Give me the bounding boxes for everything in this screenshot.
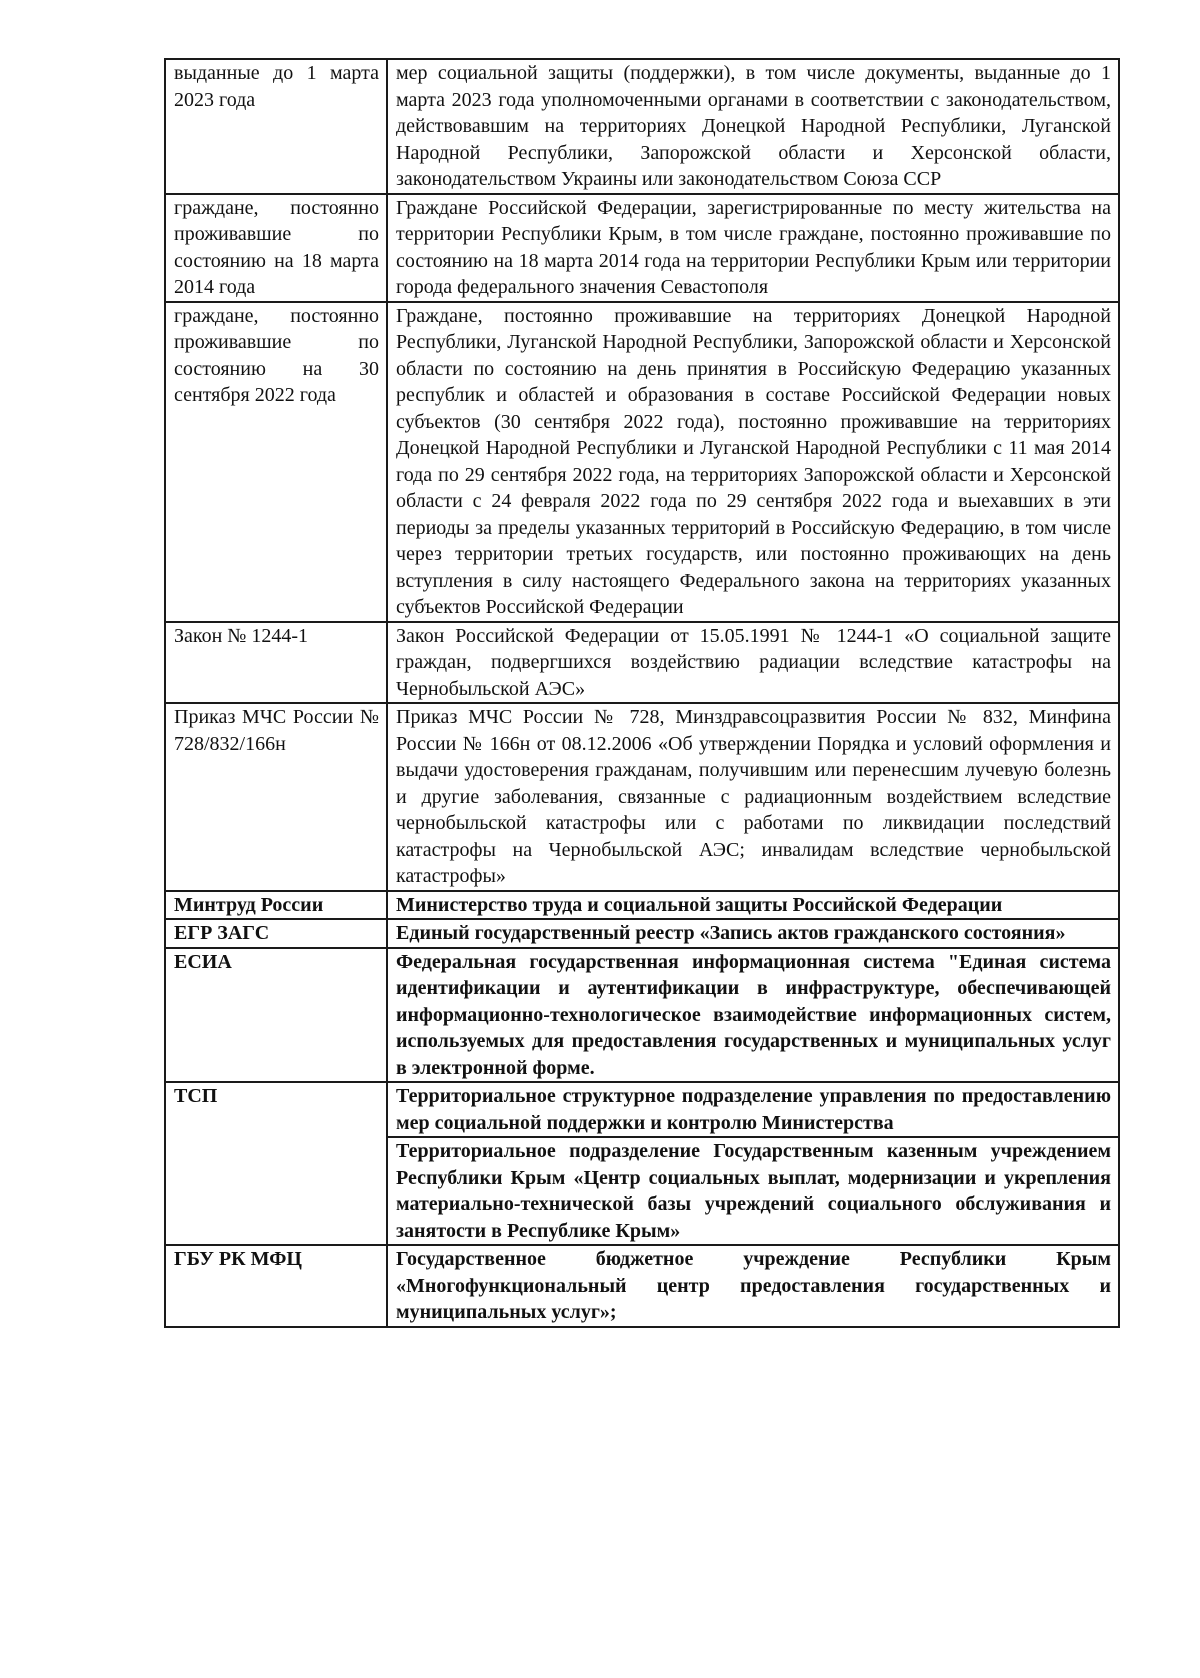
term-cell: ТСП xyxy=(165,1082,387,1245)
term-cell: выданные до 1 марта 2023 года xyxy=(165,59,387,194)
term-cell: Закон № 1244-1 xyxy=(165,622,387,704)
definition-cell: Закон Российской Федерации от 15.05.1991 № 1244-1 «О социальной защите граждан, подвергшихся воздействию радиации вследствие катастрофы на Чернобыльской АЭС» xyxy=(387,622,1119,704)
table-row xyxy=(165,1245,1119,1327)
table-row xyxy=(165,194,1119,302)
term-cell: Минтруд России xyxy=(165,891,387,920)
abbreviations-table xyxy=(164,58,1120,1328)
table-row xyxy=(165,948,1119,1083)
definition-cell: Территориальное подразделение Государственным казенным учреждением Республики Крым «Центр социальных выплат, модернизации и укрепления материально-технической базы учреждений социального обслуживания и занятости в Республике Крым» xyxy=(387,1137,1119,1245)
term-cell: граждане, постоянно проживавшие по состоянию на 30 сентября 2022 года xyxy=(165,302,387,622)
definition-cell: Приказ МЧС России № 728, Минздравсоцразвития России № 832, Минфина России № 166н от 08.12.2006 «Об утверждении Порядка и условий оформления и выдачи удостоверения гражданам, получившим или перенесшим лучевую болезнь и другие заболевания, связанные с радиационным воздействием вследствие чернобыльской катастрофы или с работами по ликвидации последствий катастрофы на Чернобыльской АЭС; инвалидам вследствие чернобыльской катастрофы» xyxy=(387,703,1119,891)
definition-cell: Граждане Российской Федерации, зарегистрированные по месту жительства на территории Республики Крым, в том числе граждане, постоянно проживавшие по состоянию на 18 марта 2014 года на территории Республики Крым или территории города федерального значения Севастополя xyxy=(387,194,1119,302)
term-cell: ГБУ РК МФЦ xyxy=(165,1245,387,1327)
definition-cell: Федеральная государственная информационная система "Единая система идентификации и аутентификации в инфраструктуре, обеспечивающей информационно-технологическое взаимодействие информационных систем, используемых для предоставления государственных и муниципальных услуг в электронной форме. xyxy=(387,948,1119,1083)
definition-cell: Граждане, постоянно проживавшие на территориях Донецкой Народной Республики, Луганской Народной Республики, Запорожской области и Херсонской области по состоянию на день принятия в Российскую Федерацию указанных республик и областей и образования в составе Российской Федерации новых субъектов (30 сентября 2022 года), постоянно проживавшие на территориях Донецкой Народной Республики и Луганской Народной Республики с 11 мая 2014 года по 29 сентября 2022 года, на территориях Запорожской области и Херсонской области с 24 февраля 2022 года по 29 сентября 2022 года и выехавших в эти периоды за пределы указанных территорий в Российскую Федерацию, в том числе через территории третьих государств, или постоянно проживающих на день вступления в силу настоящего Федерального закона на территориях указанных субъектов Российской Федерации xyxy=(387,302,1119,622)
table-row xyxy=(165,302,1119,622)
table-row xyxy=(165,703,1119,891)
definition-cell: Территориальное структурное подразделение управления по предоставлению мер социальной поддержки и контролю Министерства xyxy=(387,1082,1119,1137)
definition-cell: Министерство труда и социальной защиты Российской Федерации xyxy=(387,891,1119,920)
table-row xyxy=(165,622,1119,704)
table-row xyxy=(165,919,1119,948)
table-row xyxy=(165,1082,1119,1137)
term-cell: ЕСИА xyxy=(165,948,387,1083)
term-cell: ЕГР ЗАГС xyxy=(165,919,387,948)
definition-cell: Государственное бюджетное учреждение Республики Крым «Многофункциональный центр предоставления государственных и муниципальных услуг»; xyxy=(387,1245,1119,1327)
table-row xyxy=(165,891,1119,920)
definition-cell: Единый государственный реестр «Запись актов гражданского состояния» xyxy=(387,919,1119,948)
definition-cell: мер социальной защиты (поддержки), в том числе документы, выданные до 1 марта 2023 года уполномоченными органами в соответствии с законодательством, действовавшим на территориях Донецкой Народной Республики, Луганской Народной Республики, Запорожской области и Херсонской области, законодательством Украины или законодательством Союза ССР xyxy=(387,59,1119,194)
term-cell: граждане, постоянно проживавшие по состоянию на 18 марта 2014 года xyxy=(165,194,387,302)
term-cell: Приказ МЧС России № 728/832/166н xyxy=(165,703,387,891)
table-row xyxy=(165,59,1119,194)
